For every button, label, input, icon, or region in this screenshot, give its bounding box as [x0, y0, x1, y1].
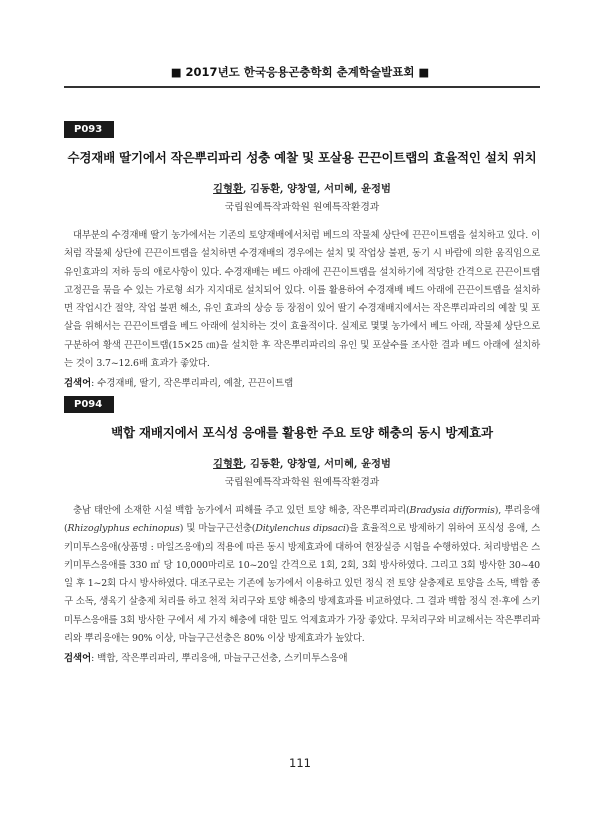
- body-text-segment: 대부분의 수경재배 딸기 농가에서는 기존의 토양재배에서처럼 베드의 작물체 상단에 끈끈이트랩을 설치하고 있다. 이처럼 작물체 상단에 끈끈이트랩을 설치하면 수경재배의 경우에는 설치 및 작업상 불편, 동기 시 바람에 의한 움직임으로 유인효과의 저하 등의 애로사항이 있다. 수경재배는 베드 아래에 끈끈이트랩을 설치하기에 적당한 간격으로 끈끈이트랩 고정끈을 묶을 수 있는 가로형 쇠가 지지대로 설치되어 있다. 이를 활용하여 수경재배 베드 아래에 끈끈이트랩을 설치하면 작업시간 절약, 작업 불편 해소, 유인 효과의 상승 등 장점이 있어 딸기 수경재배지에서는 작은뿌리파리의 예찰 및 포살을 위해서는 끈끈이트랩을 베드 아래에 설치하는 것이 효율적이다. 실제로 몇몇 농가에서 베드 아래, 작물체 상단으로 구분하여 황색 끈끈이트랩(15×25 ㎝)을 설치한 후 작은뿌리파리의 유인 및 포살수를 조사한 결과 베드 아래에 설치하는 것이 3.7~12.6배 효과가 좋았다.: [64, 230, 540, 370]
- keywords-label: 검색어: [64, 378, 92, 390]
- species-name: Ditylenchus dipsaci: [255, 523, 346, 535]
- keywords-values: : 백합, 작은뿌리파리, 뿌리응애, 마늘구근선충, 스키미투스응애: [91, 653, 348, 665]
- running-header: ■ 2017년도 한국응용곤충학회 춘계학술발표회 ■: [170, 65, 430, 79]
- body-text-segment: 충남 태안에 소재한 시설 백합 농가에서 피해를 주고 있던 토양 해충, 작은뿌리파리(: [73, 505, 410, 516]
- body-text-segment: ) 및 마늘구근선충(: [179, 523, 256, 535]
- abstract-title: 백합 재배지에서 포식성 응애를 활용한 주요 토양 해충의 동시 방제효과: [111, 425, 493, 440]
- author-list: [64, 180, 540, 195]
- page-number: 111: [289, 756, 311, 770]
- co-authors: , 김동환, 양창열, 서미혜, 윤정범: [242, 183, 391, 195]
- keywords-line: [64, 375, 540, 389]
- keywords-values: : 수경재배, 딸기, 작은뿌리파리, 예찰, 끈끈이트랩: [91, 378, 294, 390]
- abstract-body: [64, 227, 540, 373]
- affiliation: 국립원예특작과학원 원예특작환경과: [224, 477, 380, 488]
- affiliation: 국립원예특작과학원 원예특작환경과: [224, 202, 380, 213]
- abstract-code: P094: [64, 396, 114, 413]
- abstract-title: 수경재배 딸기에서 작은뿌리파리 성충 예찰 및 포살용 끈끈이트랩의 효율적인 설치 위치: [67, 150, 537, 165]
- abstract-p093: [64, 117, 540, 389]
- species-name: Rhizoglyphus echinopus: [67, 523, 180, 535]
- abstract-p094: [64, 392, 540, 664]
- keywords-line: [64, 650, 540, 664]
- keywords-label: 검색어: [64, 653, 92, 665]
- first-author: 김형환: [213, 458, 243, 470]
- abstract-code: P093: [64, 121, 114, 138]
- body-text-segment: ), 뿌리응애(: [64, 505, 540, 535]
- body-text-segment: )을 효율적으로 방제하기 위하여 포식성 응애, 스키미투스응애(상품명 : 마일즈응애)의 적용에 따른 동시 방제효과에 대하여 현장실증 시험을 수행하였다. 처리방법은 스키미투스응애를 330 ㎡ 당 10,000마리로 10~20일 간격으로 1회, 2회, 3회 방사하였다. 그리고 3회 방사한 30~40일 후 1~2회 다시 방사하였다. 대조구로는 기존에 농가에서 이용하고 있던 정식 전 토양 살충제로 토양을 소독, 백합 종구 소독, 생육기 살충제 처리를 하고 천적 처리구와 토양 해충의 방제효과를 비교하였다. 그 결과 백합 정식 전·후에 스키미투스응애를 3회 방사한 구에서 세 가지 해충에 대한 밀도 억제효과가 가장 좋았다. 무처리구와 비교해서는 작은뿌리파리와 뿌리응애는 90% 이상, 마늘구근선충은 80% 이상 방제효과가 높았다.: [64, 523, 540, 645]
- author-list: [64, 455, 540, 470]
- header-divider: [64, 86, 540, 88]
- first-author: 김형환: [213, 183, 243, 195]
- co-authors: , 김동환, 양창열, 서미혜, 윤정범: [242, 458, 391, 470]
- abstract-body: [64, 502, 540, 648]
- species-name: Bradysia difformis: [409, 505, 495, 516]
